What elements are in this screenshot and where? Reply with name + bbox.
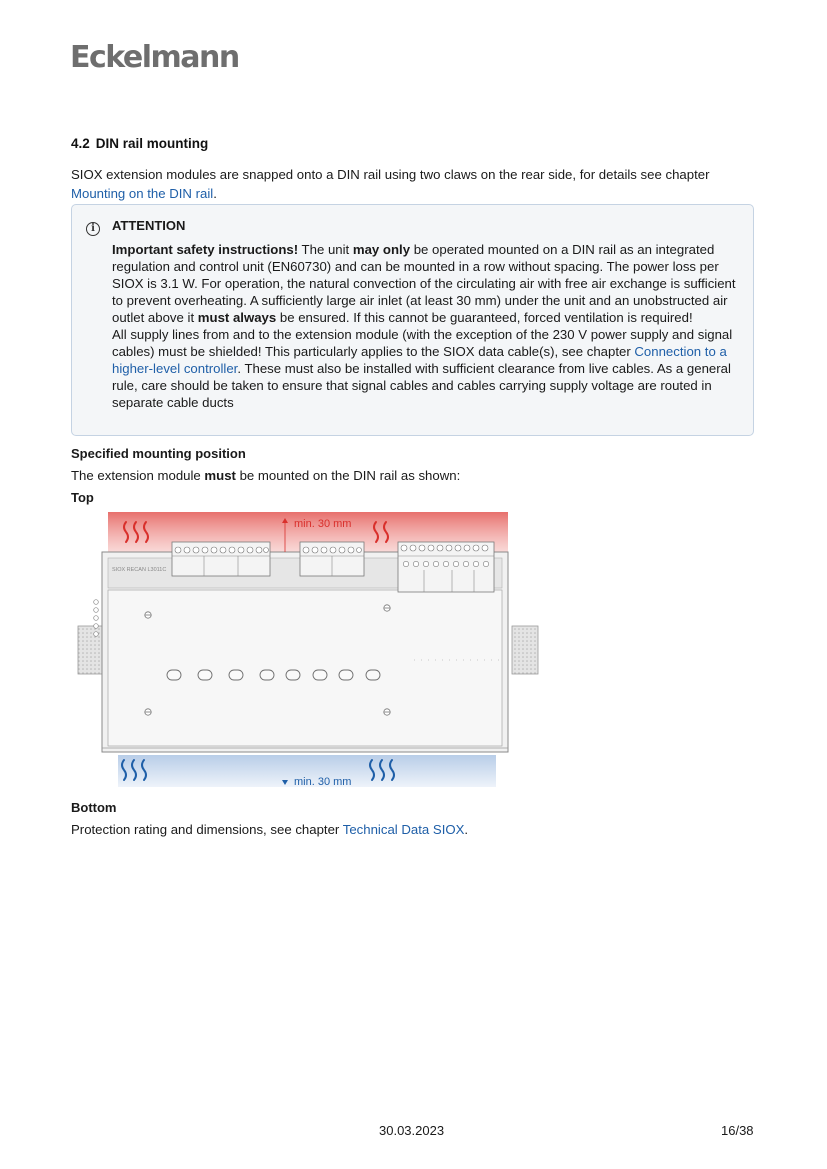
section-number: 4.2: [71, 136, 90, 151]
page-number: 16/38: [721, 1123, 754, 1138]
attention-text-1: The unit: [298, 242, 353, 257]
must-always-bold: must always: [197, 310, 277, 325]
safety-instructions-bold: Important safety instructions!: [112, 242, 299, 257]
technical-data-link[interactable]: Technical Data SIOX: [342, 822, 465, 837]
protection-end: .: [464, 822, 469, 837]
attention-text-5: . These must also be installed with sufficient clearance from live cables. As a general rule, care should be taken to ensure that signal cables and cables carrying supply voltage are routed in separate cable ducts: [112, 361, 731, 410]
terminal-block-3: [398, 542, 494, 592]
attention-text-3: be ensured. If this cannot be guaranteed, forced ventilation is required!: [276, 310, 693, 325]
attention-paragraph-2: [112, 326, 744, 411]
must-bold: must: [204, 468, 236, 483]
mounting-diagram-svg: [74, 512, 544, 790]
mounting-din-rail-link[interactable]: Mounting on the DIN rail: [71, 186, 214, 201]
mounting-diagram: [74, 512, 544, 790]
info-icon: i: [86, 222, 100, 236]
mounting-instruction: [71, 468, 460, 483]
attention-title: ATTENTION: [112, 218, 186, 233]
top-clearance-label: min. 30 mm: [294, 518, 352, 530]
top-label: Top: [71, 490, 94, 505]
intro-paragraph: [71, 165, 761, 203]
higher-level-controller-link[interactable]: Connection to a higher-level controller: [112, 344, 727, 376]
terminal-block-1: [172, 542, 270, 576]
protection-paragraph: [71, 822, 468, 837]
terminal-block-2: [300, 542, 364, 576]
mounting-text-post: be mounted on the DIN rail as shown:: [235, 468, 461, 483]
attention-paragraph-1: [112, 241, 744, 326]
attention-text-2: be operated mounted on a DIN rail as an integrated regulation and control unit (EN60730) and can be mounted in a row without spacing. The power loss per SIOX is 3.1 W. For operation, the natural convection of the circulating air with free air exchange is sufficient to prevent overheating. A sufficiently large air inlet (at least 30 mm) under the unit and an unobstructed air outlet above it: [112, 242, 736, 325]
section-heading: [71, 136, 208, 151]
section-title: DIN rail mounting: [95, 136, 209, 151]
eckelmann-logo: Eckelmann: [70, 40, 239, 75]
bottom-label: Bottom: [71, 800, 117, 815]
device-label: SIOX RECAN L3011C: [112, 567, 167, 573]
din-rail-left: [78, 626, 104, 674]
may-only-bold: may only: [352, 242, 411, 257]
protection-text: Protection rating and dimensions, see chapter: [71, 822, 343, 837]
intro-text: SIOX extension modules are snapped onto a DIN rail using two claws on the rear side, for details see chapter: [71, 167, 710, 182]
footer-date: 30.03.2023: [379, 1123, 445, 1138]
intro-end: .: [213, 186, 217, 201]
din-rail-right: [512, 626, 538, 674]
attention-text-4: All supply lines from and to the extension module (with the exception of the 230 V power supply and signal cables) must be shielded! This particularly applies to the SIOX data cable(s), see chapter: [112, 327, 733, 359]
mounting-text-pre: The extension module: [71, 468, 205, 483]
attention-box: [71, 204, 754, 436]
bottom-clearance-label: min. 30 mm: [294, 776, 352, 788]
mounting-position-heading: Specified mounting position: [71, 446, 246, 461]
attention-body: [112, 241, 744, 411]
